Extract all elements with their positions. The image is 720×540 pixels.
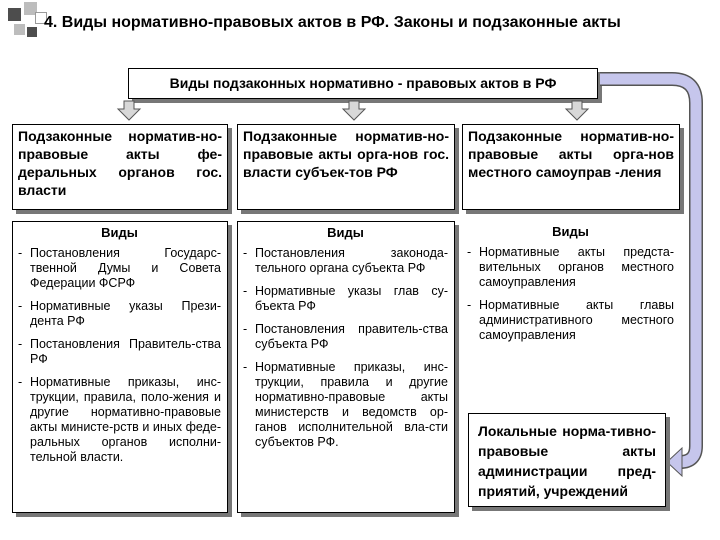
list-item: - Постановления правитель-ства субъекта РФ — [243, 322, 448, 351]
category-subject-text: Подзаконные норматив-но-правовые акты орга-нов гос. власти субъек-тов РФ — [243, 128, 449, 180]
slide-title: 4. Виды нормативно-правовых актов в РФ. Законы и подзаконные акты — [44, 14, 621, 31]
list-item: - Постановления законода-тельного органа субъекта РФ — [243, 246, 448, 275]
list-item: - Нормативные указы глав су-бъекта РФ — [243, 284, 448, 313]
list-item: - Нормативные приказы, инс-трукции, правила, поло-жения и другие нормативно-правовые акты министе-рств и иных феде-ральных органов исполни-тельной власти. — [18, 375, 221, 464]
category-federal-text: Подзаконные норматив-но-правовые акты фе-деральных органов гос. власти — [18, 128, 222, 198]
corner-square-decoration — [27, 27, 37, 37]
corner-square-decoration — [14, 24, 25, 35]
down-arrow-icon — [343, 101, 365, 120]
kinds-list-subject — [237, 221, 455, 513]
header-box: Виды подзаконных нормативно - правовых актов в РФ — [128, 68, 598, 99]
down-arrow-icon — [566, 101, 588, 120]
category-local-text: Подзаконные норматив-но-правовые акты орга-нов местного самоуправ -ления — [468, 128, 674, 180]
kinds-list-federal — [12, 221, 228, 513]
list-item: - Постановления Правитель-ства РФ — [18, 337, 221, 366]
down-arrow-icon — [118, 101, 140, 120]
kinds-list-local — [462, 221, 680, 354]
list-item: - Нормативные акты предста-вительных органов местного самоуправления — [467, 245, 674, 289]
kinds-heading: Виды — [101, 225, 138, 240]
kinds-heading: Виды — [552, 224, 589, 239]
list-item: - Нормативные указы Прези-дента РФ — [18, 299, 221, 328]
list-item: - Нормативные акты главы административного местного самоуправления — [467, 298, 674, 342]
category-subject — [237, 124, 455, 210]
corner-square-decoration — [8, 8, 21, 21]
list-item: - Нормативные приказы, инс-трукции, правила и другие нормативно-правовые акты министерств и ведомств ор-ганов исполнительной вла-сти субъектов РФ. — [243, 360, 448, 449]
kinds-heading: Виды — [327, 225, 364, 240]
category-local — [462, 124, 680, 210]
category-federal — [12, 124, 228, 210]
local-acts-box: Локальные норма-тивно-правовые акты администрации пред-приятий, учреждений — [468, 413, 666, 507]
list-item: - Постановления Государс-твенной Думы и Совета Федерации ФСРФ — [18, 246, 221, 290]
